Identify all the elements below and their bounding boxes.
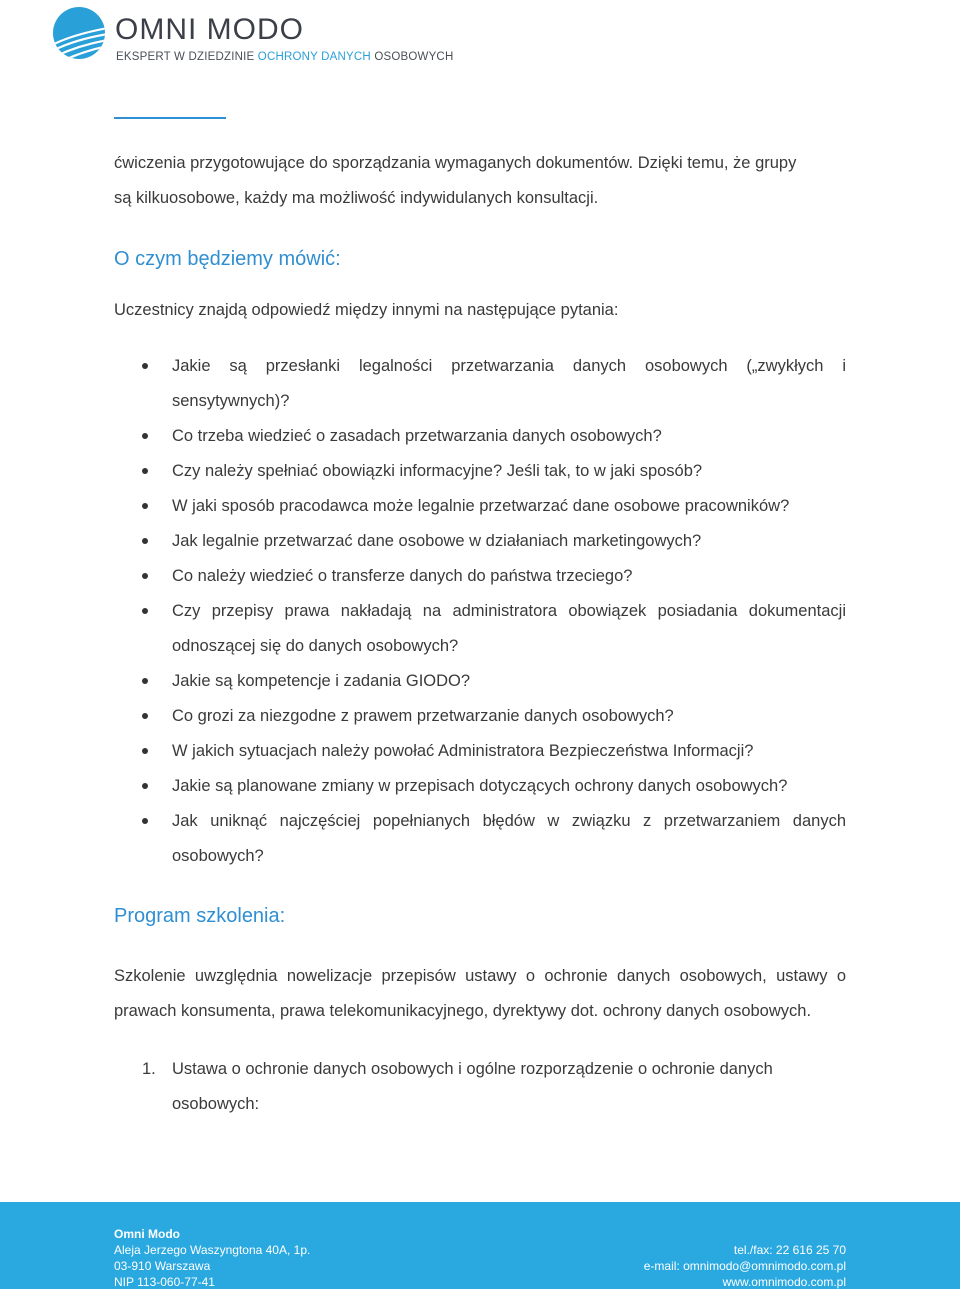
bullet-icon [142,818,148,824]
intro-line-1: ćwiczenia przygotowujące do sporządzania wymaganych dokumentów. Dzięki temu, że grupy [114,154,797,172]
footer-address-block [114,1226,310,1290]
list-item [114,349,846,419]
tagline-highlight: OCHRONY DANYCH [257,51,371,63]
program-list [114,1052,846,1122]
footer-website-link[interactable]: www.omnimodo.com.pl [722,1275,846,1289]
section-heading-topics: O czym będziemy mówić: [114,248,341,270]
list-item [114,804,846,874]
bullet-icon [142,468,148,474]
brand-tagline [116,50,453,64]
list-item [114,489,846,524]
list-item [114,524,846,559]
question-text: Jak legalnie przetwarzać dane osobowe w działaniach marketingowych? [172,532,702,550]
page-footer [0,1202,960,1289]
brand-name: OMNI MODO [115,13,304,46]
item-text: Ustawa o ochronie danych osobowych i ogólne rozporządzenie o ochronie danych osobowych: [172,1060,773,1113]
bullet-icon [142,363,148,369]
question-text: Co trzeba wiedzieć o zasadach przetwarzania danych osobowych? [172,427,662,445]
bullet-icon [142,573,148,579]
list-item [114,1052,846,1122]
omni-modo-logo-icon [50,4,108,62]
footer-email-link[interactable]: e-mail: omnimodo@omnimodo.com.pl [643,1259,846,1273]
question-text: Jakie są przesłanki legalności przetwarzania danych osobowych („zwykłych i sensytywnych)? [172,357,846,410]
question-text: W jakich sytuacjach należy powołać Administratora Bezpieczeństwa Informacji? [172,742,754,760]
bullet-icon [142,608,148,614]
list-item [114,454,846,489]
bullet-icon [142,748,148,754]
footer-company-name: Omni Modo [114,1227,180,1241]
footer-contact-block [644,1242,846,1290]
section-lead-program: Szkolenie uwzględnia nowelizacje przepisów ustawy o ochronie danych osobowych, ustawy o prawach konsumenta, prawa telekomunikacyjnego, dyrektywy dot. ochrony danych osobowych. [114,967,846,1020]
footer-phone: tel./fax: 22 616 25 70 [733,1243,846,1257]
section-heading-program: Program szkolenia: [114,905,286,927]
list-item [114,559,846,594]
bullet-icon [142,713,148,719]
questions-list [114,349,846,874]
question-text: Jak uniknąć najczęściej popełnianych błędów w związku z przetwarzaniem danych osobowych? [172,812,846,865]
list-item [114,769,846,804]
question-text: Czy przepisy prawa nakładają na administratora obowiązek posiadania dokumentacji odnoszącej się do danych osobowych? [172,602,846,655]
tagline-part2: OSOBOWYCH [370,51,454,63]
question-text: Czy należy spełniać obowiązki informacyjne? Jeśli tak, to w jaki sposób? [172,462,703,480]
bullet-icon [142,783,148,789]
footer-address-line-1: Aleja Jerzego Waszyngtona 40A, 1p. [114,1243,311,1257]
question-text: Jakie są planowane zmiany w przepisach dotyczących ochrony danych osobowych? [172,777,788,795]
section-lead-topics: Uczestnicy znajdą odpowiedź między innymi na następujące pytania: [114,301,619,319]
tagline-part1: EKSPERT W DZIEDZINIE [116,51,258,63]
question-text: Jakie są kompetencje i zadania GIODO? [172,672,471,690]
footer-nip: NIP 113-060-77-41 [114,1275,215,1289]
question-text: Co grozi za niezgodne z prawem przetwarzanie danych osobowych? [172,707,674,725]
bullet-icon [142,678,148,684]
header-accent-rule [114,117,226,119]
bullet-icon [142,433,148,439]
list-item [114,594,846,664]
question-text: W jaki sposób pracodawca może legalnie przetwarzać dane osobowe pracowników? [172,497,790,515]
bullet-icon [142,538,148,544]
footer-address-line-2: 03-910 Warszawa [114,1259,211,1273]
list-item [114,734,846,769]
item-number: 1. [142,1060,156,1078]
question-text: Co należy wiedzieć o transferze danych do państwa trzeciego? [172,567,633,585]
document-body [114,146,846,1122]
list-item [114,419,846,454]
bullet-icon [142,503,148,509]
company-logo [50,4,454,66]
list-item [114,664,846,699]
list-item [114,699,846,734]
intro-line-2: są kilkuosobowe, każdy ma możliwość indywidulanych konsultacji. [114,189,599,207]
